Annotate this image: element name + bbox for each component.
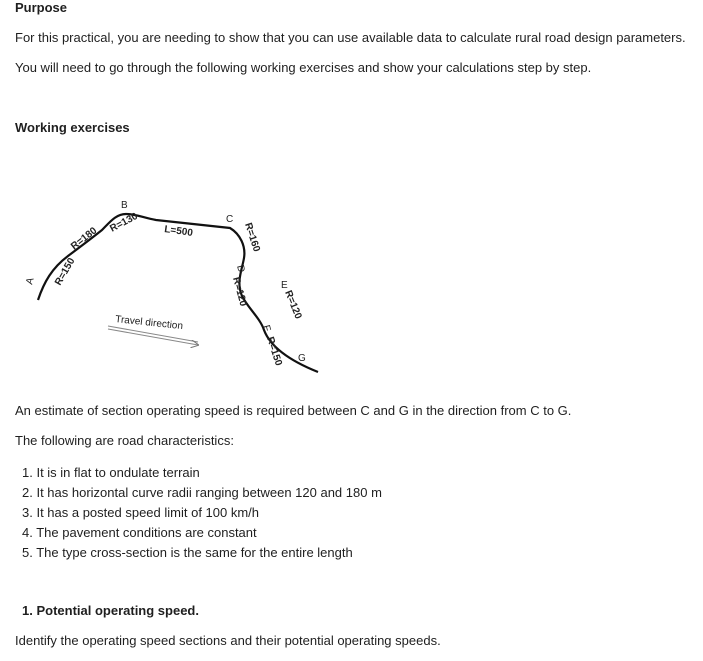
travel-direction-arrow-line-2 — [108, 329, 198, 345]
exercise-1-title: 1. Potential operating speed. — [22, 603, 199, 618]
point-d-label: D — [234, 263, 247, 274]
road-alignment-diagram — [24, 190, 330, 380]
curve-r150-first-label: R=150 — [53, 256, 78, 288]
curve-r120-first-label: R=120 — [230, 275, 249, 308]
point-b-label: B — [121, 200, 128, 211]
point-g-label: G — [298, 353, 306, 364]
point-e-label: E — [281, 280, 288, 291]
purpose-paragraph-2: You will need to go through the following working exercises and show your calculations step by step. — [15, 60, 592, 75]
travel-direction-label: Travel direction — [114, 314, 184, 333]
point-a-label: A — [24, 276, 37, 286]
estimate-line-1: An estimate of section operating speed is required between C and G in the direction from C to G. — [15, 403, 572, 418]
road-characteristics-list — [22, 463, 382, 563]
list-item: 3. It has a posted speed limit of 100 km/h — [22, 505, 260, 520]
tangent-l500-label: L=500 — [163, 224, 194, 239]
curve-r180-label: R=180 — [69, 225, 100, 253]
list-item: 4. The pavement conditions are constant — [22, 525, 257, 540]
curve-r160-label: R=160 — [242, 221, 262, 254]
exercise-1-instruction: Identify the operating speed sections and their potential operating speeds. — [15, 633, 441, 648]
purpose-paragraph-1: For this practical, you are needing to show that you can use available data to calculate rural road design parameters. — [15, 30, 686, 45]
curve-r150-last-label: R=150 — [264, 335, 284, 368]
working-exercises-heading: Working exercises — [15, 120, 130, 135]
list-item: 2. It has horizontal curve radii ranging between 120 and 180 m — [22, 485, 382, 500]
list-item: 1. It is in flat to ondulate terrain — [22, 465, 200, 480]
point-f-label: F — [260, 323, 273, 333]
purpose-heading: Purpose — [15, 0, 68, 15]
estimate-line-2: The following are road characteristics: — [15, 433, 234, 448]
curve-r130-label: R=130 — [108, 210, 140, 235]
point-c-label: C — [226, 214, 234, 225]
list-item: 5. The type cross-section is the same for the entire length — [22, 545, 353, 560]
curve-r120-second-label: R=120 — [282, 289, 304, 321]
